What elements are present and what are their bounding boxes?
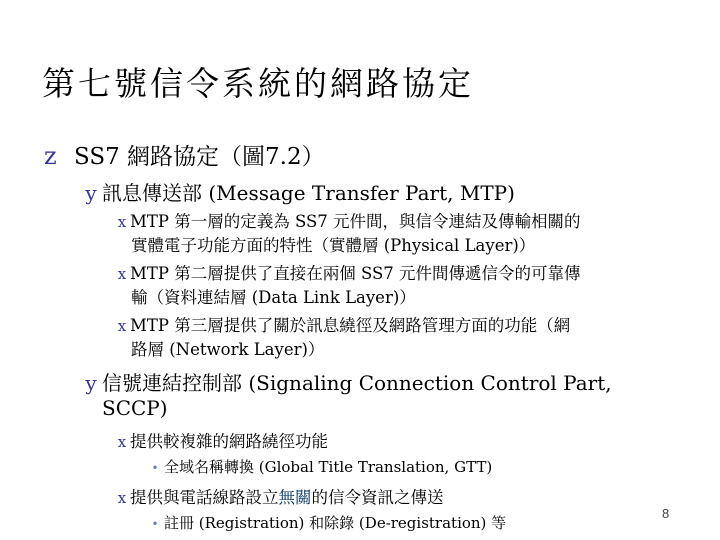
bullet-text: MTP 第三層提供了關於訊息繞徑及網路管理方面的功能（網 (130, 316, 571, 335)
x-bullet-icon: x (117, 265, 127, 283)
bullet-mtp-layer1 (114, 208, 581, 232)
bullet-sccp-transfer (114, 484, 444, 508)
bullet-mtp-layer2 (114, 260, 581, 284)
bullet-text: 訊息傳送部 (Message Transfer Part, MTP) (102, 181, 515, 205)
bullet-registration (146, 512, 506, 533)
bullet-text-highlight: 無關 (278, 488, 312, 507)
dot-bullet-icon: • (151, 517, 159, 531)
bullet-text: 輸（資料連結層 (Data Link Layer)） (131, 288, 416, 307)
dot-bullet-icon: • (151, 461, 159, 475)
x-bullet-icon: x (117, 433, 127, 451)
bullet-mtp (80, 177, 515, 206)
bullet-gtt (146, 456, 492, 477)
bullet-text: SS7 網路協定（圖7.2） (74, 144, 325, 170)
bullet-text-post: 的信令資訊之傳送 (311, 488, 444, 507)
page-number: 8 (662, 506, 670, 521)
x-bullet-icon: x (117, 489, 127, 507)
bullet-sccp (80, 367, 612, 396)
bullet-text: 提供較複雜的網路繞徑功能 (130, 432, 328, 451)
bullet-text: MTP 第一層的定義為 SS7 元件間，與信令連結及傳輸相關的 (130, 212, 581, 231)
bullet-text: 實體電子功能方面的特性（實體層 (Physical Layer)） (131, 236, 536, 255)
bullet-text: MTP 第二層提供了直接在兩個 SS7 元件間傳遞信令的可靠傳 (130, 264, 581, 283)
bullet-text: 全域名稱轉換 (Global Title Translation, GTT) (164, 458, 493, 476)
slide-title: 第七號信令系統的網路協定 (42, 64, 474, 103)
bullet-mtp-layer2-cont (131, 284, 416, 308)
bullet-mtp-layer3-cont (131, 336, 324, 360)
bullet-sccp-cont (102, 396, 168, 420)
y-bullet-icon: y (85, 181, 97, 205)
bullet-text: SCCP) (102, 396, 168, 420)
x-bullet-icon: x (117, 213, 127, 231)
z-bullet-icon: z (44, 142, 57, 170)
bullet-ss7 (44, 138, 325, 171)
x-bullet-icon: x (117, 317, 127, 335)
bullet-mtp-layer1-cont (131, 232, 535, 256)
bullet-mtp-layer3 (114, 312, 570, 336)
bullet-text: 路層 (Network Layer)） (131, 340, 325, 359)
bullet-sccp-routing (114, 428, 328, 452)
y-bullet-icon: y (85, 371, 97, 395)
bullet-text: 信號連結控制部 (Signaling Connection Control Part, (102, 371, 612, 395)
bullet-text: 註冊 (Registration) 和除錄 (De-registration) 等 (164, 514, 507, 532)
bullet-text-pre: 提供與電話線路設立 (130, 488, 279, 507)
